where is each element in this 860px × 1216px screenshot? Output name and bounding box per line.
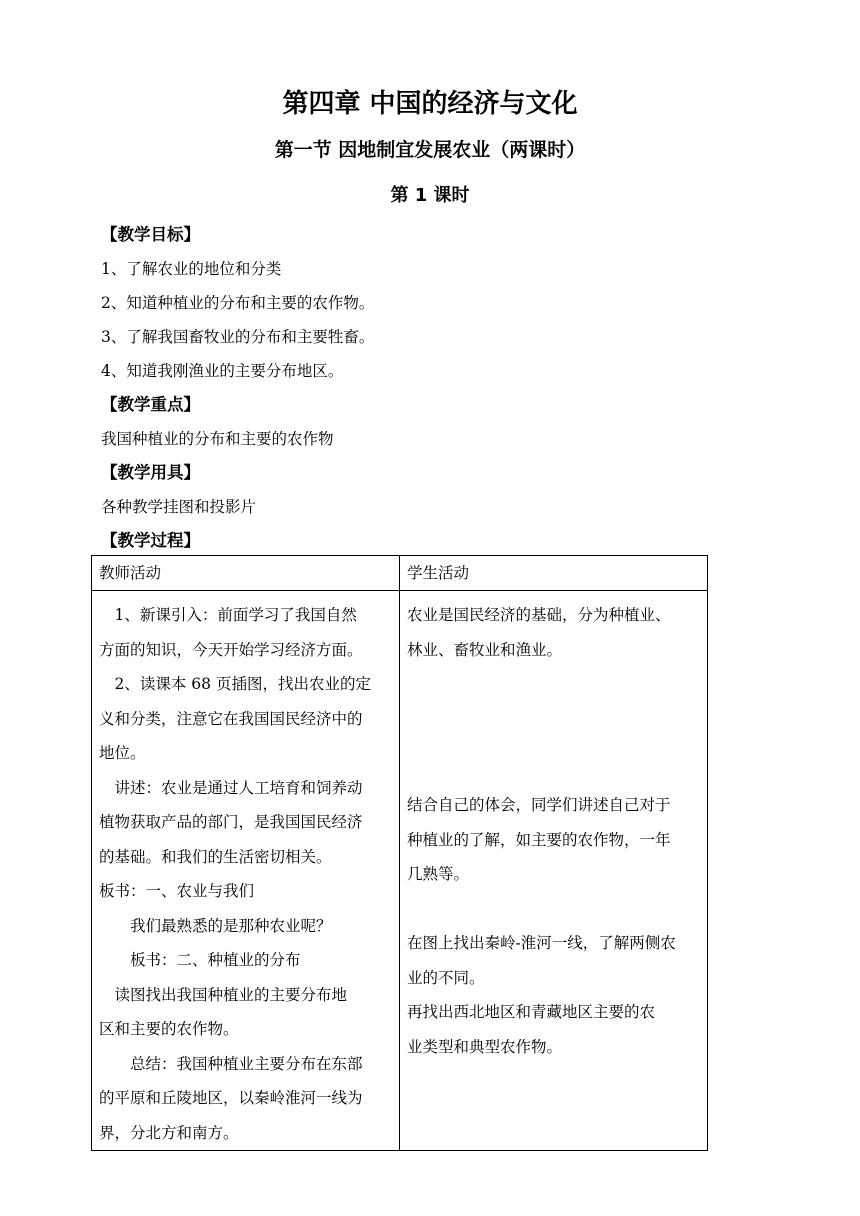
key-points-text: 我国种植业的分布和主要的农作物 [101, 430, 334, 448]
teacher-line: 讲述：农业是通过人工培育和饲养动 [99, 778, 363, 797]
student-line: 几熟等。 [407, 865, 470, 883]
teacher-line: 板书：二、种植业的分布 [99, 951, 301, 969]
teacher-line: 区和主要的农作物。 [99, 1020, 239, 1038]
student-line: 种植业的了解，如主要的农作物，一年 [407, 830, 671, 849]
tools-heading: 【教学用具】 [101, 463, 200, 482]
objective-item: 4、知道我刚渔业的主要分布地区。 [101, 362, 344, 380]
student-line: 结合自己的体会，同学们讲述自己对于 [407, 796, 671, 814]
teacher-line: 的平原和丘陵地区，以秦岭淮河一线为 [99, 1089, 363, 1107]
chapter-title: 第四章 中国的经济与文化 [282, 89, 578, 119]
student-line: 在图上找出秦岭-淮河一线，了解两侧农 [407, 934, 676, 952]
teacher-line: 地位。 [99, 744, 146, 762]
teacher-line: 义和分类，注意它在我国国民经济中的 [99, 709, 363, 728]
teacher-line: 植物获取产品的部门，是我国国民经济 [99, 813, 363, 831]
teacher-line: 的基础。和我们的生活密切相关。 [99, 847, 332, 866]
objectives-heading: 【教学目标】 [101, 225, 200, 244]
objective-item: 3、了解我国畜牧业的分布和主要牲畜。 [101, 328, 375, 346]
student-line: 业类型和典型农作物。 [407, 1037, 563, 1056]
objective-item: 1、了解农业的地位和分类 [101, 260, 282, 278]
teacher-line: 板书：一、农业与我们 [99, 882, 255, 900]
teacher-line: 读图找出我国种植业的主要分布地 [99, 985, 348, 1004]
teacher-line: 1、新课引入：前面学习了我国自然 [99, 606, 357, 624]
teaching-process-table [91, 555, 708, 1151]
student-activity-header: 学生活动 [400, 556, 708, 591]
teacher-line: 方面的知识，今天开始学习经济方面。 [99, 640, 363, 659]
student-line: 农业是国民经济的基础，分为种植业、 [407, 606, 671, 624]
student-line: 再找出西北地区和青藏地区主要的农 [407, 1003, 656, 1021]
table-header-row [92, 556, 708, 591]
key-points-heading: 【教学重点】 [101, 395, 200, 414]
teacher-activity-cell [92, 591, 400, 1151]
student-activity-cell [400, 591, 708, 1151]
teacher-line: 2、读课本 68 页插图，找出农业的定 [99, 675, 371, 693]
teacher-line: 我们最熟悉的是那种农业呢？ [99, 916, 332, 935]
student-line: 业的不同。 [407, 968, 485, 987]
student-line: 林业、畜牧业和渔业。 [407, 640, 563, 659]
teacher-activity-header: 教师活动 [92, 556, 400, 591]
tools-text: 各种教学挂图和投影片 [101, 498, 257, 516]
teacher-line: 界，分北方和南方。 [99, 1123, 239, 1142]
lesson-title: 第 1 课时 [390, 185, 470, 206]
teacher-line: 总结：我国种植业主要分布在东部 [99, 1054, 363, 1073]
objective-item: 2、知道种植业的分布和主要的农作物。 [101, 294, 375, 312]
table-row [92, 591, 708, 1151]
lesson-plan-body [95, 218, 775, 558]
section-title: 第一节 因地制宜发展农业（两课时） [274, 139, 586, 161]
process-heading: 【教学过程】 [101, 531, 200, 550]
